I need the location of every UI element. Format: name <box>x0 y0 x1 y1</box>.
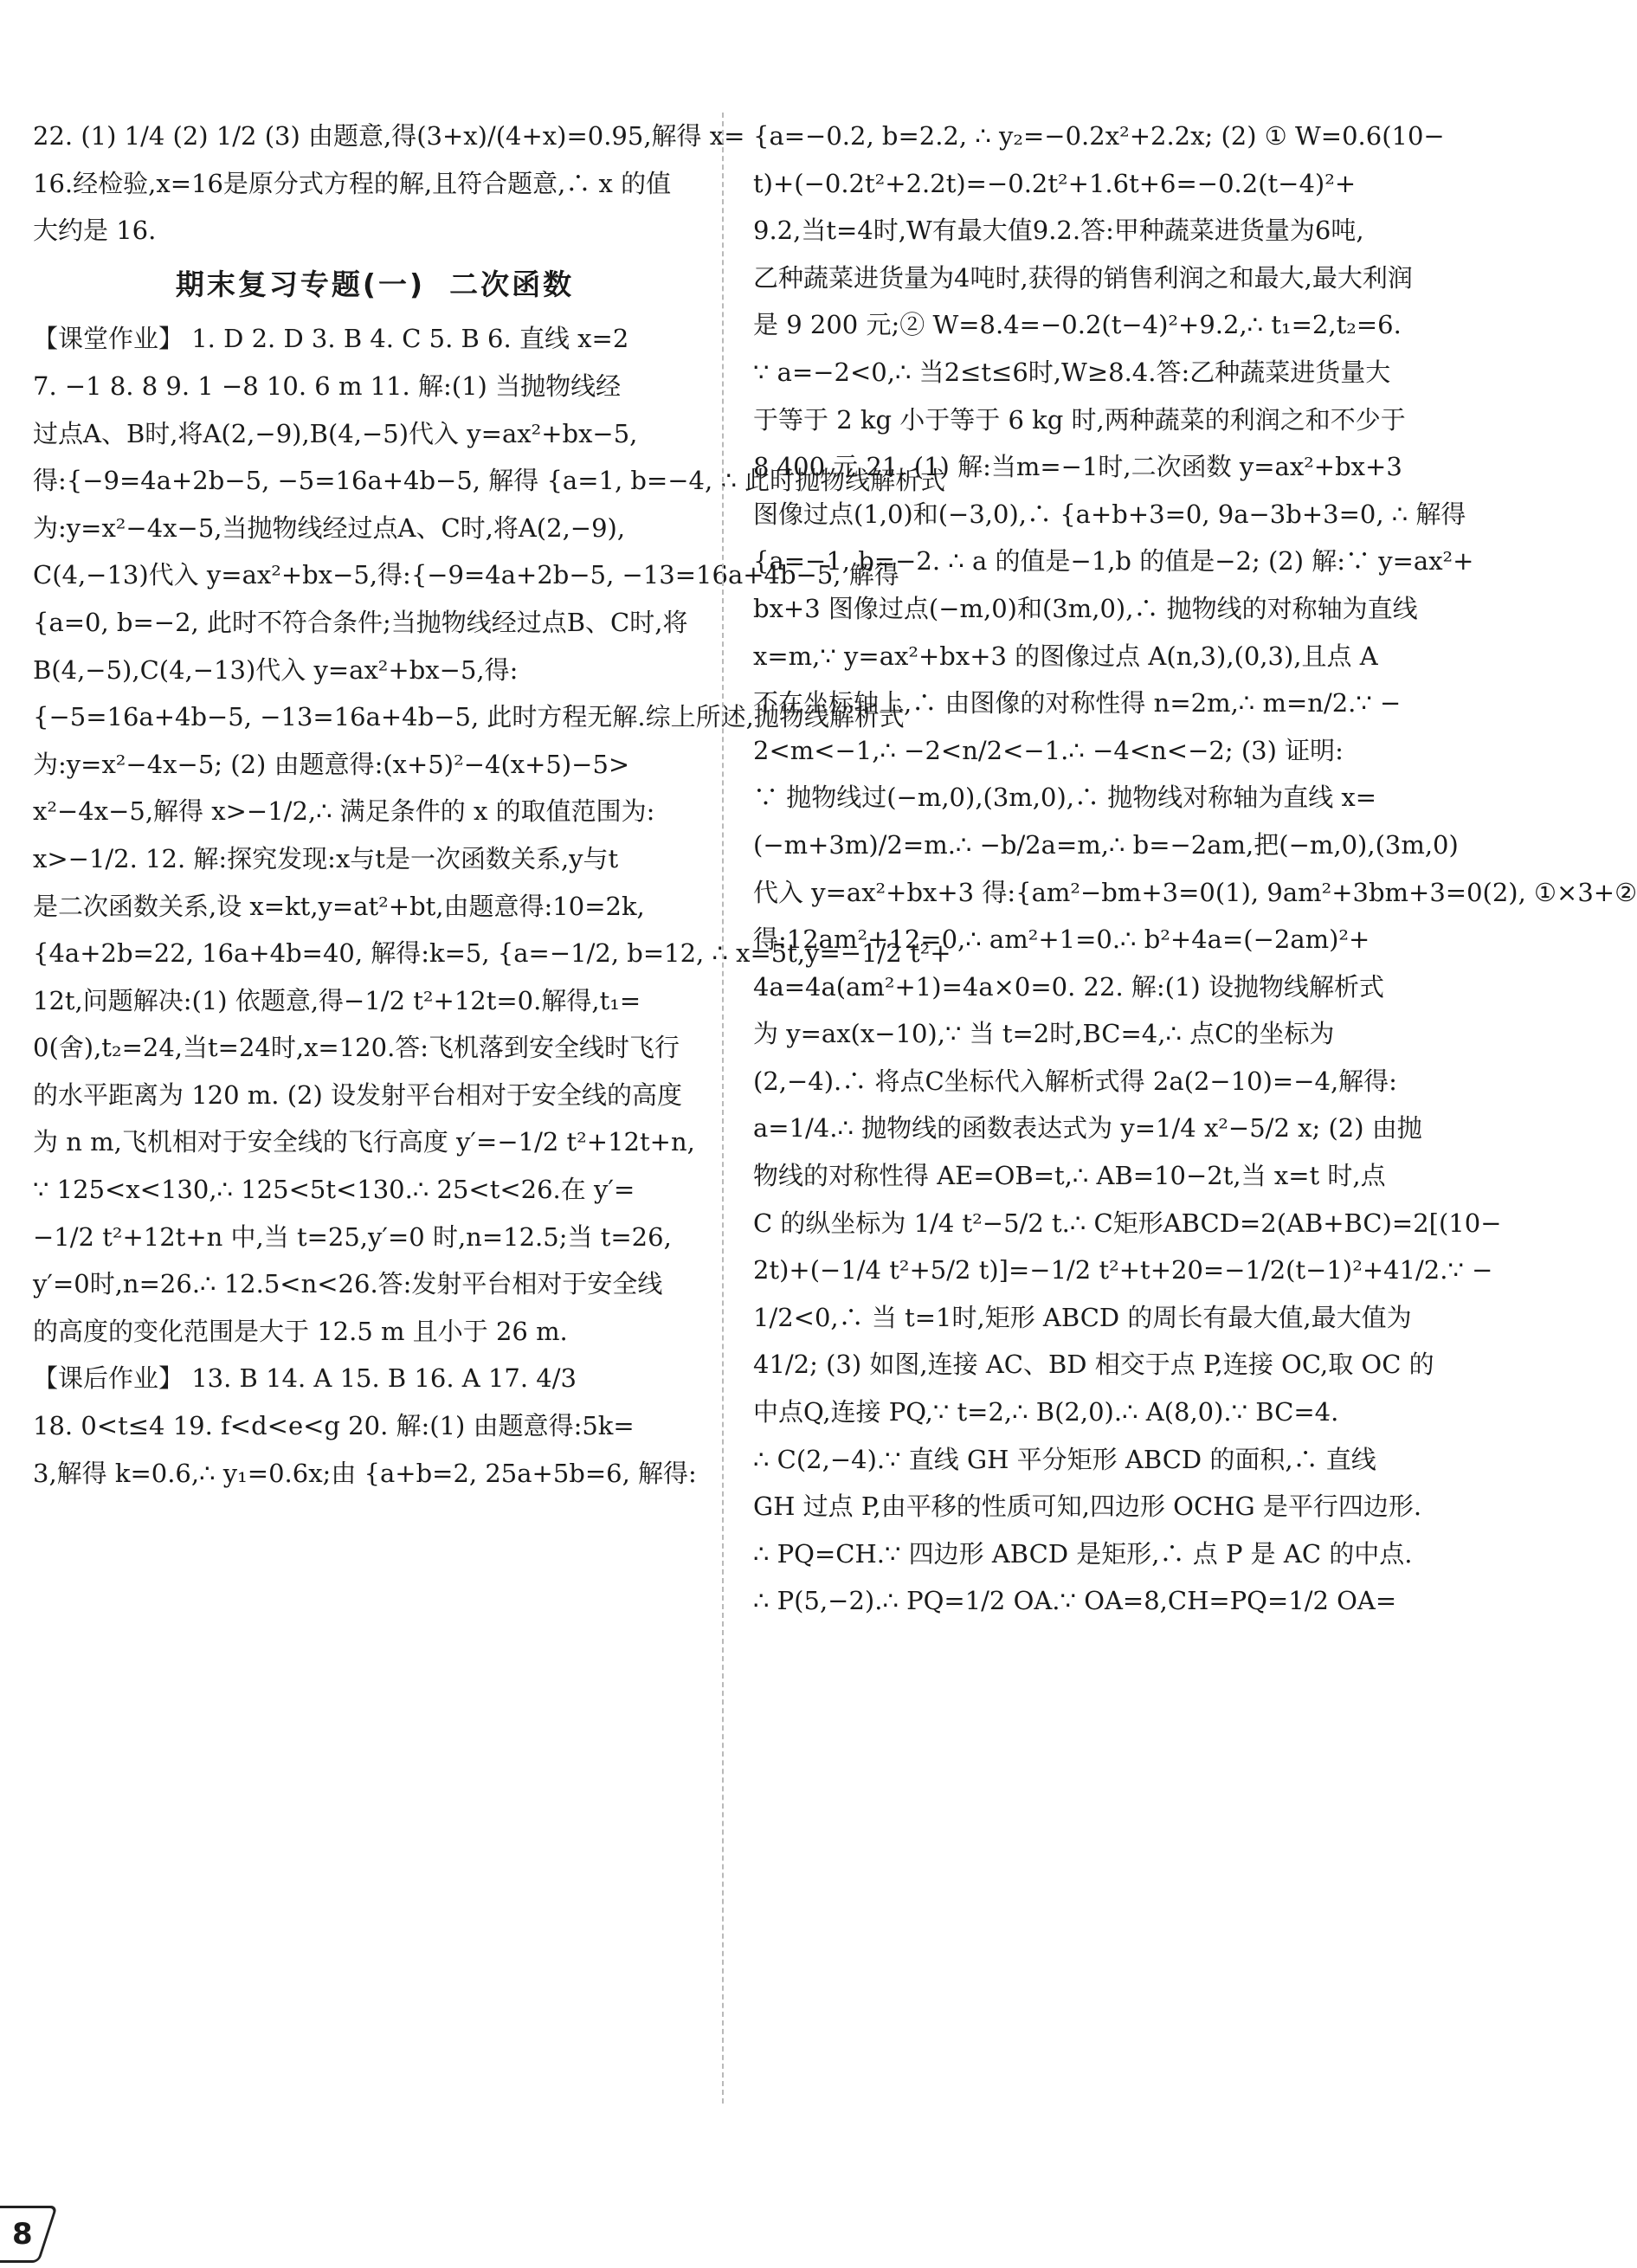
text-line: ∵ a=−2<0,∴ 当2≤t≤6时,W≥8.4.答:乙种蔬菜进货量大 <box>753 357 1391 387</box>
text-line: 3,解得 k=0.6,∴ y₁=0.6x;由 {a+b=2, 25a+5b=6, 解得: <box>33 1458 697 1488</box>
text-line: 得:{−9=4a+2b−5, −5=16a+4b−5, 解得 {a=1, b=−4, ∴ 此时抛物线解析式 <box>33 466 946 496</box>
page-number: 8 <box>12 2217 33 2252</box>
section-subtitle: 二次函数 <box>449 267 575 301</box>
text-line: 是 9 200 元;② W=8.4=−0.2(t−4)²+9.2,∴ t₁=2,t₂=6. <box>753 310 1402 340</box>
left-column <box>33 113 951 1497</box>
text-line: 过点A、B时,将A(2,−9),B(4,−5)代入 y=ax²+bx−5, <box>33 418 638 448</box>
text-line: (2,−4).∴ 将点C坐标代入解析式得 2a(2−10)=−4,解得: <box>753 1066 1397 1096</box>
text-line: C 的纵坐标为 1/4 t²−5/2 t.∴ C矩形ABCD=2(AB+BC)=2[(10− <box>753 1208 1502 1238</box>
text-line: 41/2; (3) 如图,连接 AC、BD 相交于点 P,连接 OC,取 OC 的 <box>753 1350 1434 1380</box>
text-line: 【课堂作业】 1. D 2. D 3. B 4. C 5. B 6. 直线 x=2 <box>33 324 629 354</box>
text-line: ∴ C(2,−4).∵ 直线 GH 平分矩形 ABCD 的面积,∴ 直线 <box>753 1444 1376 1474</box>
text-line: a=1/4.∴ 抛物线的函数表达式为 y=1/4 x²−5/2 x; (2) 由抛 <box>753 1113 1422 1144</box>
text-line: {a=0, b=−2, 此时不符合条件;当抛物线经过点B、C时,将 <box>33 607 688 637</box>
left-lines-after-heading <box>33 315 951 1497</box>
text-line: 于等于 2 kg 小于等于 6 kg 时,两种蔬菜的利润之和不少于 <box>753 404 1406 435</box>
text-line: 【课后作业】 13. B 14. A 15. B 16. A 17. 4/3 <box>33 1363 577 1394</box>
text-line: x=m,∵ y=ax²+bx+3 的图像过点 A(n,3),(0,3),且点 A <box>753 641 1378 671</box>
text-line: ∴ PQ=CH.∵ 四边形 ABCD 是矩形,∴ 点 P 是 AC 的中点. <box>753 1538 1413 1569</box>
text-line: 1/2<0,∴ 当 t=1时,矩形 ABCD 的周长有最大值,最大值为 <box>753 1302 1412 1332</box>
text-line: 图像过点(1,0)和(−3,0),∴ {a+b+3=0, 9a−3b+3=0, ∴ 解得 <box>753 499 1466 529</box>
text-line: −1/2 t²+12t+n 中,当 t=25,y′=0 时,n=12.5;当 t=26, <box>33 1221 672 1252</box>
text-line: {−5=16a+4b−5, −13=16a+4b−5, 此时方程无解.综上所述,抛物线解析式 <box>33 702 905 732</box>
text-line: x²−4x−5,解得 x>−1/2,∴ 满足条件的 x 的取值范围为: <box>33 796 655 827</box>
text-line: 16.经检验,x=16是原分式方程的解,且符合题意,∴ x 的值 <box>33 168 672 198</box>
text-line: 18. 0<t≤4 19. f<d<e<g 20. 解:(1) 由题意得:5k= <box>33 1411 635 1441</box>
text-line: 8 400 元 21. (1) 解:当m=−1时,二次函数 y=ax²+bx+3 <box>753 452 1402 482</box>
section-heading <box>33 261 717 309</box>
text-line: {a=−0.2, b=2.2, ∴ y₂=−0.2x²+2.2x; (2) ① W=0.6(10− <box>753 121 1445 151</box>
text-line: {a=−1, b=−2. ∴ a 的值是−1,b 的值是−2; (2) 解:∵ y=ax²+ <box>753 546 1474 577</box>
left-lines-before-heading <box>33 113 745 255</box>
text-line: 的高度的变化范围是大于 12.5 m 且小于 26 m. <box>33 1316 568 1346</box>
text-line: 为 y=ax(x−10),∵ 当 t=2时,BC=4,∴ 点C的坐标为 <box>753 1019 1335 1049</box>
text-line: t)+(−0.2t²+2.2t)=−0.2t²+1.6t+6=−0.2(t−4)²+ <box>753 168 1357 198</box>
text-line: y′=0时,n=26.∴ 12.5<n<26.答:发射平台相对于安全线 <box>33 1269 663 1299</box>
text-line: 为:y=x²−4x−5; (2) 由题意得:(x+5)²−4(x+5)−5> <box>33 749 630 779</box>
text-line: 7. −1 8. 8 9. 1 −8 10. 6 m 11. 解:(1) 当抛物线经 <box>33 370 622 401</box>
text-line: 0(舍),t₂=24,当t=24时,x=120.答:飞机落到安全线时飞行 <box>33 1033 680 1063</box>
text-line: 12t,问题解决:(1) 依题意,得−1/2 t²+12t=0.解得,t₁= <box>33 985 641 1015</box>
page-number-badge <box>0 2206 58 2263</box>
text-line: 大约是 16. <box>33 216 157 246</box>
text-line: 物线的对称性得 AE=OB=t,∴ AB=10−2t,当 x=t 时,点 <box>753 1161 1386 1191</box>
right-lines <box>753 113 1637 1625</box>
text-line: {4a+2b=22, 16a+4b=40, 解得:k=5, {a=−1/2, b=12, ∴ x=5t,y=−1/2 t²+ <box>33 938 951 969</box>
text-line: 是二次函数关系,设 x=kt,y=at²+bt,由题意得:10=2k, <box>33 891 645 921</box>
text-line: 2<m<−1,∴ −2<n/2<−1.∴ −4<n<−2; (3) 证明: <box>753 735 1344 765</box>
text-line: GH 过点 P,由平移的性质可知,四边形 OCHG 是平行四边形. <box>753 1492 1422 1522</box>
section-title: 期末复习专题(一) <box>175 267 426 301</box>
text-line: 4a=4a(am²+1)=4a×0=0. 22. 解:(1) 设抛物线解析式 <box>753 971 1384 1002</box>
text-line: 为 n m,飞机相对于安全线的飞行高度 y′=−1/2 t²+12t+n, <box>33 1127 695 1157</box>
text-line: 为:y=x²−4x−5,当抛物线经过点A、C时,将A(2,−9), <box>33 512 626 543</box>
text-line: bx+3 图像过点(−m,0)和(3m,0),∴ 抛物线的对称轴为直线 <box>753 593 1418 623</box>
text-line: 2t)+(−1/4 t²+5/2 t)]=−1/2 t²+t+20=−1/2(t−1)²+41/2.∵ − <box>753 1255 1493 1285</box>
text-line: 中点Q,连接 PQ,∵ t=2,∴ B(2,0).∴ A(8,0).∵ BC=4. <box>753 1397 1339 1427</box>
text-line: 不在坐标轴上,∴ 由图像的对称性得 n=2m,∴ m=n/2.∵ − <box>753 688 1402 718</box>
text-line: 乙种蔬菜进货量为4吨时,获得的销售利润之和最大,最大利润 <box>753 262 1413 293</box>
text-line: 代入 y=ax²+bx+3 得:{am²−bm+3=0(1), 9am²+3bm+3=0(2), ①×3+② <box>753 877 1637 907</box>
text-line: C(4,−13)代入 y=ax²+bx−5,得:{−9=4a+2b−5, −13=16a+4b−5, 解得 <box>33 560 899 590</box>
column-divider <box>722 113 724 2104</box>
text-line: (−m+3m)/2=m.∴ −b/2a=m,∴ b=−2am,把(−m,0),(3m,0) <box>753 829 1459 860</box>
text-line: ∵ 抛物线过(−m,0),(3m,0),∴ 抛物线对称轴为直线 x= <box>753 783 1377 813</box>
text-line: x>−1/2. 12. 解:探究发现:x与t是一次函数关系,y与t <box>33 843 619 873</box>
text-line: 22. (1) 1/4 (2) 1/2 (3) 由题意,得(3+x)/(4+x)=0.95,解得 x= <box>33 121 745 151</box>
text-line: 9.2,当t=4时,W有最大值9.2.答:甲种蔬菜进货量为6吨, <box>753 216 1364 246</box>
text-line: 的水平距离为 120 m. (2) 设发射平台相对于安全线的高度 <box>33 1079 683 1110</box>
right-column <box>753 113 1637 1625</box>
text-line: ∴ P(5,−2).∴ PQ=1/2 OA.∵ OA=8,CH=PQ=1/2 OA= <box>753 1586 1397 1616</box>
text-line: 得:12am²+12=0,∴ am²+1=0.∴ b²+4a=(−2am)²+ <box>753 925 1370 955</box>
text-line: B(4,−5),C(4,−13)代入 y=ax²+bx−5,得: <box>33 654 519 685</box>
text-line: ∵ 125<x<130,∴ 125<5t<130.∴ 25<t<26.在 y′= <box>33 1175 635 1205</box>
